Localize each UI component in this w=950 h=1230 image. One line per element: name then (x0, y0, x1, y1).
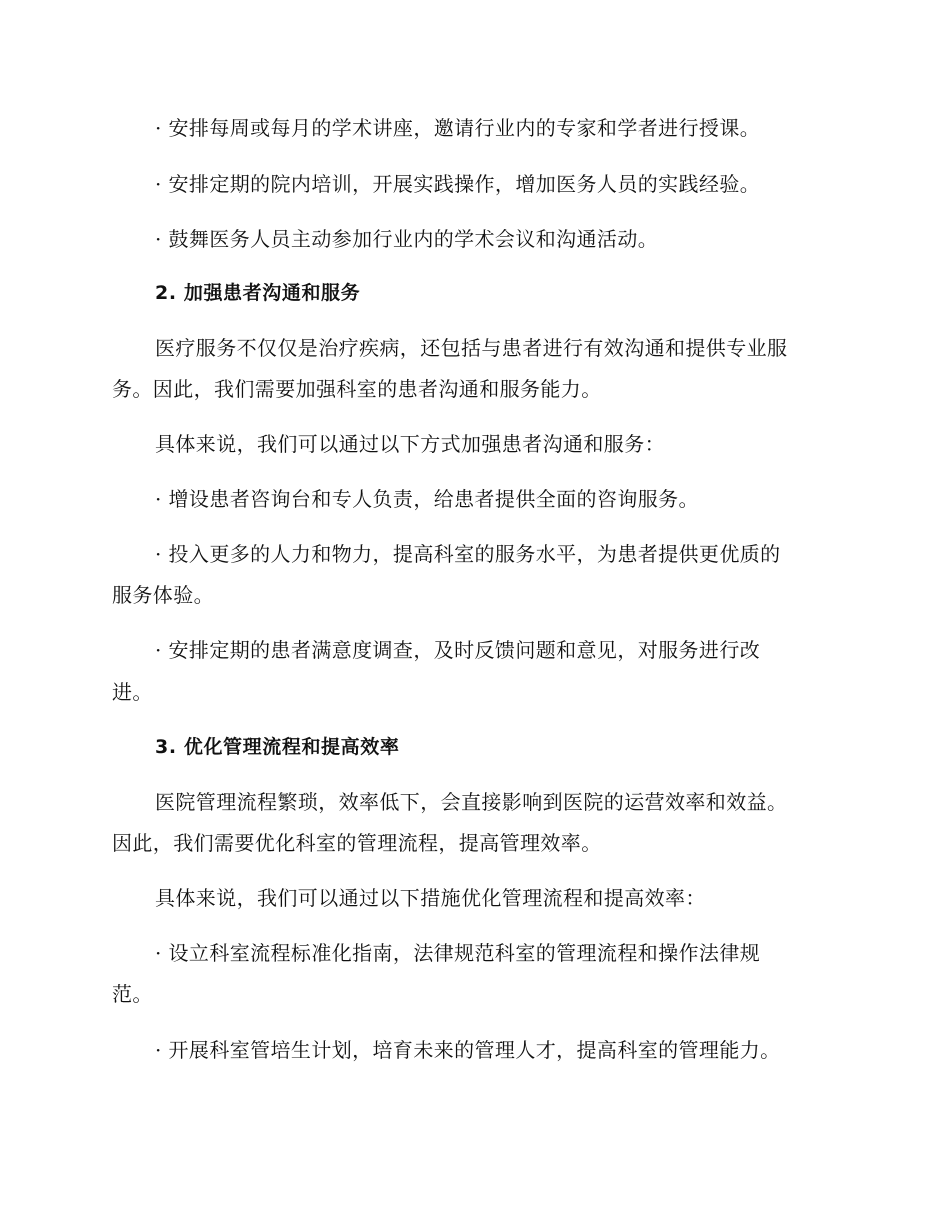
bullet-internal-training: · 安排定期的院内培训，开展实践操作，增加医务人员的实践经验。 (155, 172, 761, 196)
bullet-continuation: 服务体验。 (112, 583, 214, 607)
bullet-process-guide: · 设立科室流程标准化指南，法律规范科室的管理流程和操作法律规 (155, 941, 761, 965)
bullet-academic-lectures: · 安排每周或每月的学术讲座，邀请行业内的专家和学者进行授课。 (155, 116, 761, 140)
paragraph-line: 务。因此，我们需要加强科室的患者沟通和服务能力。 (112, 377, 602, 401)
paragraph-line: 医院管理流程繁琐，效率低下，会直接影响到医院的运营效率和效益。 (155, 790, 788, 814)
paragraph-line: 具体来说，我们可以通过以下方式加强患者沟通和服务： (155, 432, 665, 456)
bullet-satisfaction-survey: · 安排定期的患者满意度调查，及时反馈问题和意见，对服务进行改 (155, 638, 761, 662)
bullet-continuation: 进。 (112, 680, 153, 704)
bullet-continuation: 范。 (112, 982, 153, 1006)
section-heading-management-process: 3. 优化管理流程和提高效率 (155, 736, 400, 758)
bullet-consultation-desk: · 增设患者咨询台和专人负责，给患者提供全面的咨询服务。 (155, 487, 699, 511)
bullet-management-trainee: · 开展科室管培生计划，培育未来的管理人才，提高科室的管理能力。 (155, 1038, 781, 1062)
paragraph-line: 医疗服务不仅仅是治疗疾病，还包括与患者进行有效沟通和提供专业服 (155, 336, 788, 360)
paragraph-line: 因此，我们需要优化科室的管理流程，提高管理效率。 (112, 831, 602, 855)
bullet-academic-conferences: · 鼓舞医务人员主动参加行业内的学术会议和沟通活动。 (155, 227, 659, 251)
section-heading-patient-communication: 2. 加强患者沟通和服务 (155, 282, 361, 304)
paragraph-line: 具体来说，我们可以通过以下措施优化管理流程和提高效率： (155, 886, 706, 910)
bullet-more-resources: · 投入更多的人力和物力，提高科室的服务水平，为患者提供更优质的 (155, 542, 781, 566)
